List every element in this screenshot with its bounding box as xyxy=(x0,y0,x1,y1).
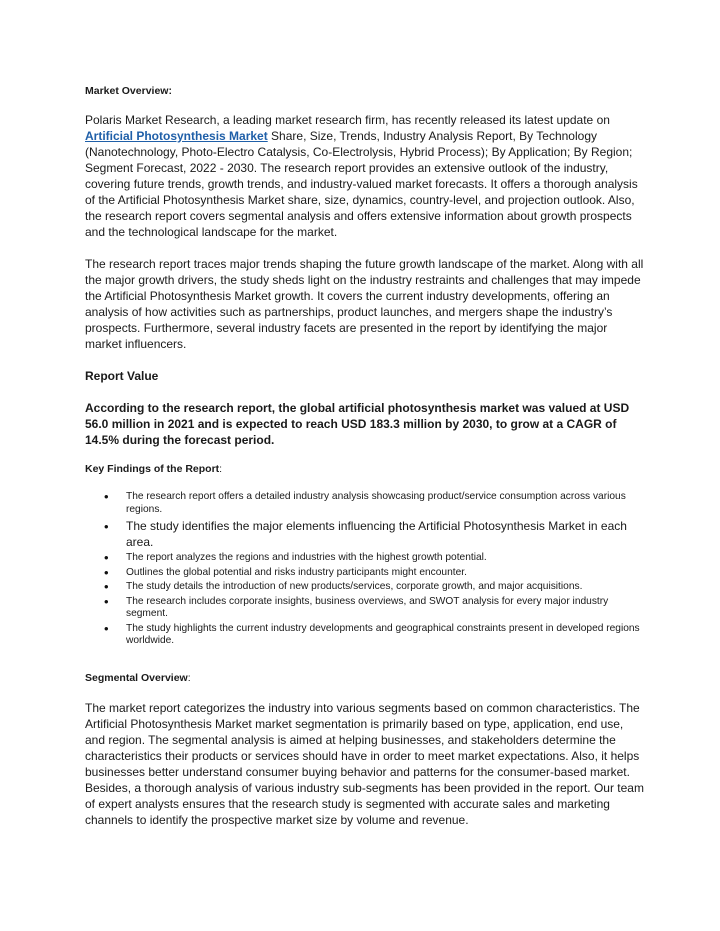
list-item: • The research report offers a detailed industry analysis showcasing product/service consumption across various regions. xyxy=(85,491,645,516)
list-item: • The study highlights the current industry developments and geographical constraints present in developed regions worldwide. xyxy=(85,623,645,648)
segmental-paragraph: The market report categorizes the industry into various segments based on common characteristics. The Artificial Photosynthesis Market market segmentation is primarily based on type, application, end use, and region. The segmental analysis is aimed at helping businesses, and stakeholders determine the characteristics their products or services should have in order to meet market expectations. Also, it helps businesses better understand consumer buying behavior and patterns for the consumer-based market. Besides, a thorough analysis of various industry sub-segments has been provided in the report. Our team of expert analysts ensures that the research study is segmented with accurate sales and marketing channels to identify the prospective market size by volume and revenue. xyxy=(85,701,644,827)
report-value-heading: Report Value xyxy=(85,369,159,383)
overview-text-start: Polaris Market Research, a leading market research firm, has recently released its latest update on xyxy=(85,113,610,127)
key-findings-label: Key Findings of the Report xyxy=(85,463,220,475)
artificial-photosynthesis-market-link[interactable]: Artificial Photosynthesis Market xyxy=(85,129,268,143)
key-findings-heading xyxy=(85,463,222,475)
list-item: • The research includes corporate insights, business overviews, and SWOT analysis for every major industry segment. xyxy=(85,596,645,621)
overview-paragraph-2: The research report traces major trends shaping the future growth landscape of the market. Along with all the major growth drivers, the study sheds light on the industry restraints and challenges that may impede the Artificial Photosynthesis Market growth. It covers the current industry developments, offering an analysis of how activities such as partnerships, product launches, and mergers shape the industry’s prospects. Furthermore, several industry facets are presented in the report by identifying the major market influencers. xyxy=(85,257,644,351)
key-findings-list xyxy=(85,491,645,650)
segmental-overview-heading xyxy=(85,672,191,684)
segmental-overview-label: Segmental Overview xyxy=(85,672,188,684)
report-value-text: According to the research report, the global artificial photosynthesis market was valued at USD 56.0 million in 2021 and is expected to reach USD 183.3 million by 2030, to grow at a CAGR of 14.5% during the forecast period. xyxy=(85,401,630,447)
overview-text-rest: Share, Size, Trends, Industry Analysis Report, By Technology (Nanotechnology, Photo-Electro Catalysis, Co-Electrolysis, Hybrid Process); By Application; By Region; Segment Forecast, 2022 - 2030. The research report provides an extensive outlook of the industry, covering future trends, growth trends, and industry-valued market forecasts. It offers a thorough analysis of the Artificial Photosynthesis Market share, size, dynamics, country-level, and projection outlook. Also, the research report covers segmental analysis and offers extensive information about growth prospects and the technological landscape for the market. xyxy=(85,129,638,239)
overview-paragraph-1 xyxy=(85,112,645,240)
market-overview-heading: Market Overview: xyxy=(85,85,172,97)
list-item: • The report analyzes the regions and industries with the highest growth potential. xyxy=(85,552,645,565)
list-item: • Outlines the global potential and risks industry participants might encounter. xyxy=(85,567,645,580)
segmental-overview-colon: : xyxy=(187,672,191,684)
list-item: • The study identifies the major elements influencing the Artificial Photosynthesis Market in each area. xyxy=(85,518,645,550)
list-item: • The study details the introduction of new products/services, corporate growth, and major acquisitions. xyxy=(85,581,645,594)
key-findings-colon: : xyxy=(219,463,223,475)
